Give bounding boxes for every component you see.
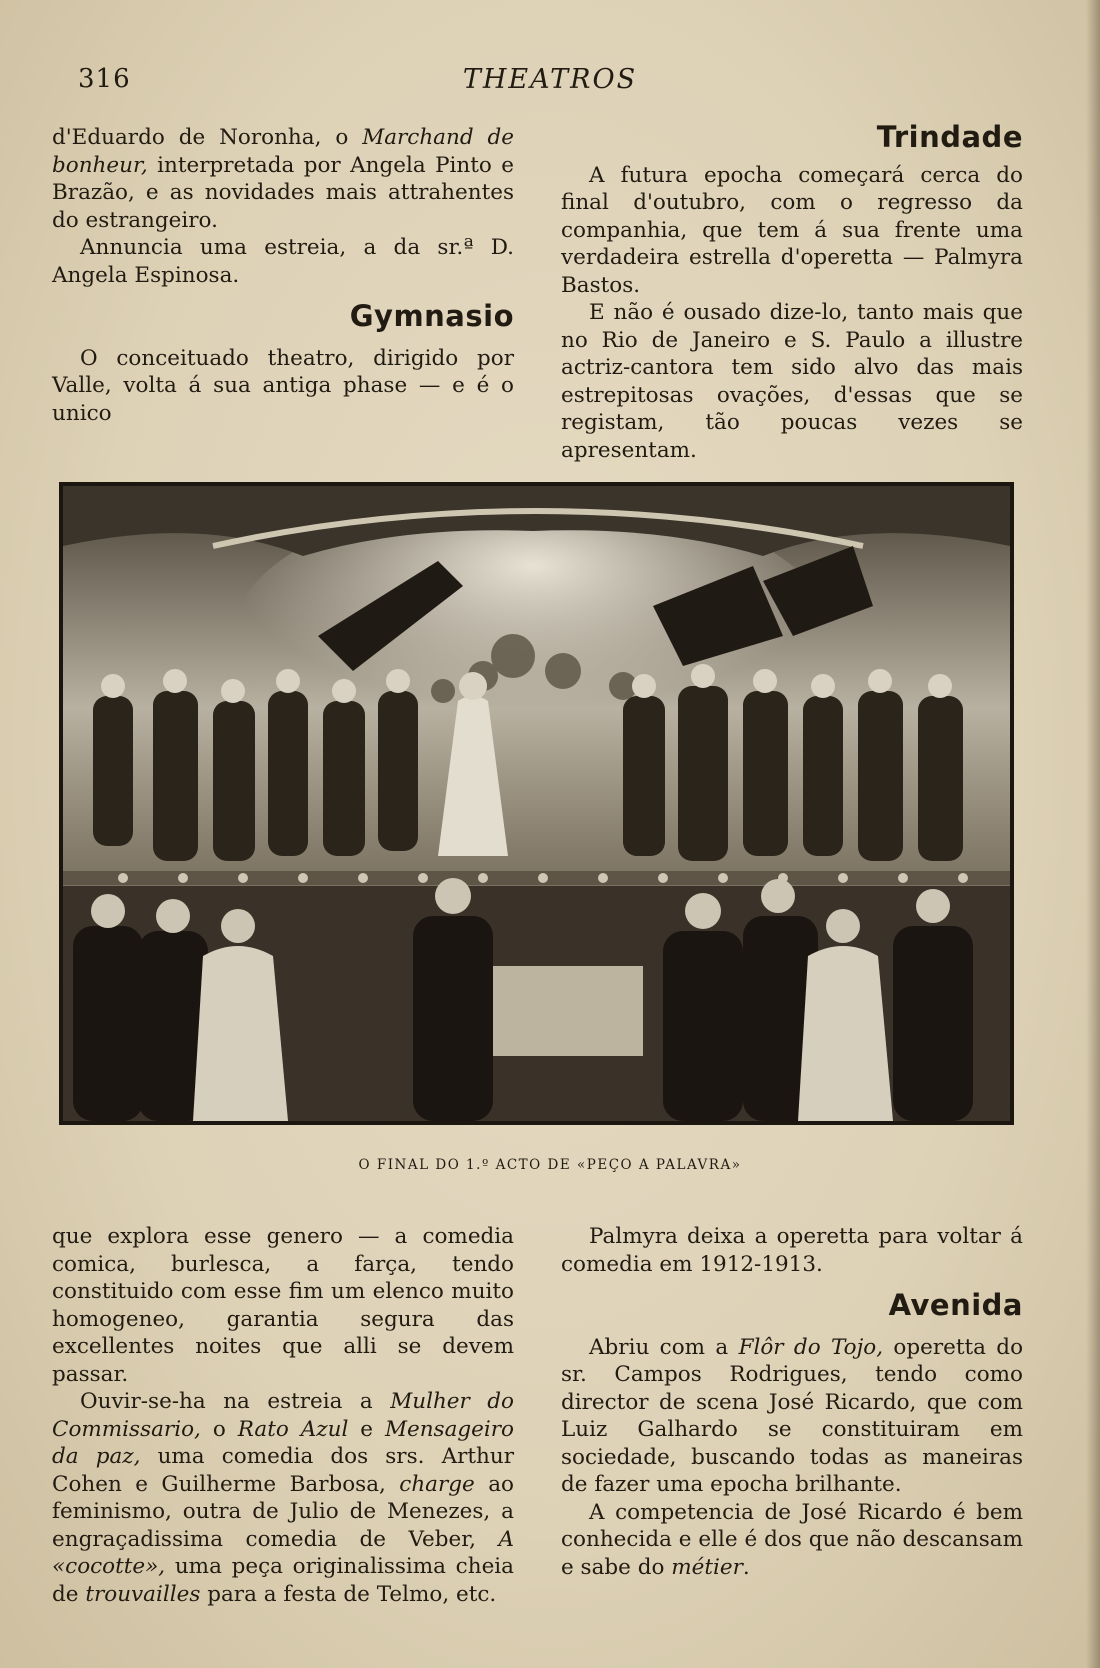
italic-word: métier [671,1554,743,1580]
text-run: . [742,1554,750,1580]
text-run: operetta do sr. Campos Rodrigues, tendo como director de scena José Ricardo, que com Luiz Galhardo se constituiram em sociedade, buscando todas as maneiras de fazer uma epocha brilhante. [561,1334,1024,1497]
italic-title: Mensageiro da paz, [52,1416,514,1469]
paragraph: O conceituado theatro, dirigido por Valle, volta á sua antiga phase — e é o unico [52,345,514,426]
text-run: o [200,1416,238,1442]
text-run: Ouvir-se-ha na estreia a [80,1389,391,1414]
paragraph: que explora esse genero — a comedia comica, burlesca, a farça, tendo constituido com esse fim um elenco muito homogeneo, garantia segura das excellentes noites que alli se devem passar. [52,1224,514,1387]
text-run: e [348,1416,385,1442]
italic-title: Rato Azul [237,1416,349,1442]
section-heading-trindade: Trindade [876,120,1023,154]
left-column-top [52,124,514,427]
photo-caption: O FINAL DO 1.º ACTO DE «PEÇO A PALAVRA» [358,1157,742,1173]
text-run: ao feminismo, outra de Julio de Menezes, a engraçadissima comedia de Veber, [52,1471,514,1552]
section-heading-gymnasio: Gymnasio [349,299,514,333]
page-number: 316 [78,64,131,94]
paragraph [52,124,514,234]
page-header [0,64,1100,104]
right-column-bottom [561,1223,1023,1581]
page-edge-shadow [1086,0,1100,1668]
italic-word: trouvailles [85,1581,201,1607]
text-run: uma comedia dos srs. Arthur Cohen e Guilherme Barbosa, [52,1444,514,1497]
paragraph [561,1334,1023,1499]
running-head: THEATROS [462,64,638,95]
right-column-top [561,120,1023,464]
italic-title: Marchand de bonheur, [52,125,515,178]
paragraph: A futura epocha começará cerca do final d'outubro, com o regresso da companhia, que tem á sua frente uma verdadeira estrella d'operetta — Palmyra Bastos. [561,162,1023,298]
italic-title: A «cocotte», [52,1526,514,1579]
stage-photograph [59,482,1014,1125]
text-run: para a festa de Telmo, etc. [200,1581,497,1607]
italic-word: charge [399,1471,475,1497]
section-heading-avenida: Avenida [888,1288,1023,1322]
italic-title: Mulher do Commissario, [52,1389,514,1442]
italic-title: Flôr do Tojo, [738,1334,884,1360]
text-run: d'Eduardo de Noronha, o [52,125,363,150]
text-run: A competencia de José Ricardo é bem conhecida e elle é dos que não descansam e sabe do [561,1499,1023,1580]
left-column-bottom [52,1223,514,1608]
text-run: Abriu com a [589,1334,739,1360]
text-run: uma peça originalissima cheia de [52,1554,514,1607]
paragraph: Palmyra deixa a operetta para voltar á comedia em 1912-1913. [561,1224,1023,1277]
photo-illustration [63,486,1010,1121]
paragraph: Annuncia uma estreia, a da sr.ª D. Angela Espinosa. [52,235,514,288]
paragraph [561,1499,1023,1582]
paragraph [52,1388,514,1608]
text-run: interpretada por Angela Pinto e Brazão, e as novidades mais attrahentes do estrangeiro. [52,152,514,233]
paragraph: E não é ousado dize-lo, tanto mais que no Rio de Janeiro e S. Paulo a illustre actriz-cantora tem sido alvo das mais estrepitosas ovações, d'essas que se registam, tão poucas vezes se apresentam. [561,300,1023,463]
